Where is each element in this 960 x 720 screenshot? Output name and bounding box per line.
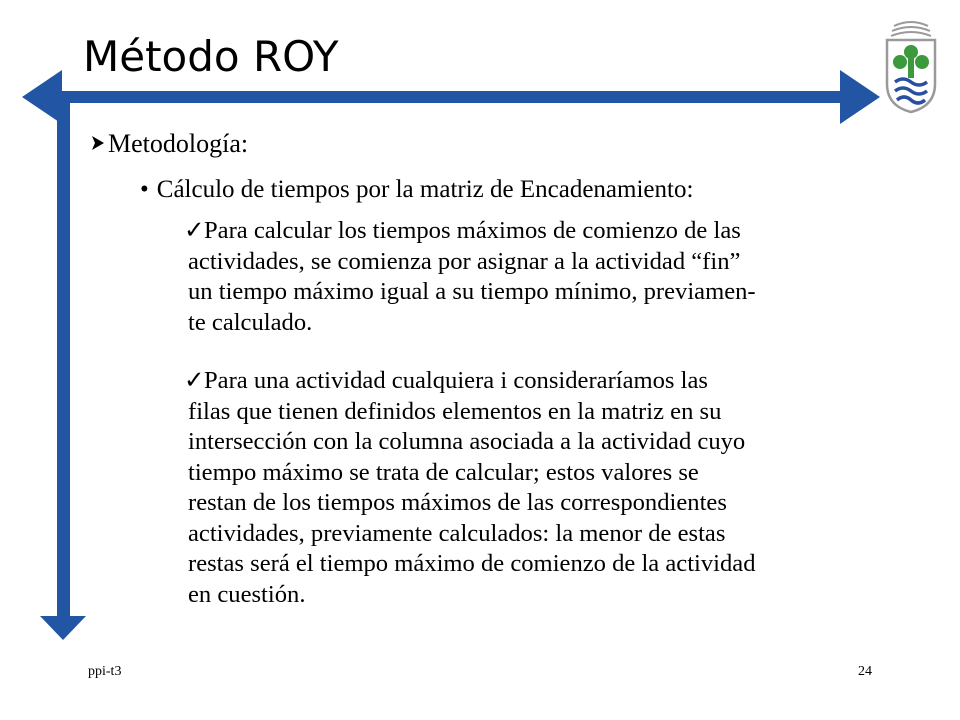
arrow-left-icon <box>22 70 62 124</box>
paragraph-2-line: restas será el tiempo máximo de comienzo de la actividad <box>188 550 756 577</box>
paragraph-2-line: intersección con la columna asociada a la actividad cuyo <box>188 428 746 455</box>
footer-label: ppi-t3 <box>88 664 122 679</box>
paragraph-2-line: actividades, previamente calculados: la menor de estas <box>188 519 726 547</box>
horizontal-bar <box>52 91 860 103</box>
paragraph-2-line: en cuestión. <box>188 580 306 608</box>
paragraph-1-line: te calculado. <box>188 308 313 336</box>
dot-bullet-icon: • <box>140 176 149 203</box>
vertical-bar <box>57 95 70 620</box>
checkmark-icon: ✓ <box>184 217 205 244</box>
paragraph-2-line: filas que tienen definidos elementos en la matriz en su <box>188 397 722 425</box>
subheading-text: Cálculo de tiempos por la matriz de Encadenamiento: <box>156 176 694 203</box>
paragraph-1 <box>184 216 930 338</box>
arrow-right-icon <box>840 70 880 124</box>
checkmark-icon: ✓ <box>184 367 205 394</box>
subheading-bullet <box>140 174 693 206</box>
arrow-bullet-icon <box>90 128 106 160</box>
arrow-down-icon <box>40 616 86 640</box>
paragraph-2-text: Para una actividad cualquiera i consideraríamos las <box>204 367 708 394</box>
slide-title: Método ROY <box>83 32 339 81</box>
logo-crown <box>891 22 931 36</box>
paragraph-1-line: actividades, se comienza por asignar a la actividad “fin” <box>188 247 741 275</box>
paragraph-2 <box>184 366 930 610</box>
paragraph-1-line <box>184 216 930 247</box>
paragraph-2-line <box>184 366 930 397</box>
page-number: 24 <box>858 664 872 679</box>
university-logo-icon <box>878 18 944 114</box>
heading-text: Metodología: <box>108 129 249 158</box>
paragraph-2-line: tiempo máximo se trata de calcular; estos valores se <box>188 458 699 486</box>
paragraph-1-line: un tiempo máximo igual a su tiempo mínimo, previamen- <box>188 278 756 305</box>
heading-bullet <box>90 128 248 160</box>
paragraph-2-line: restan de los tiempos máximos de las correspondientes <box>188 489 727 516</box>
paragraph-1-text: Para calcular los tiempos máximos de comienzo de las <box>204 217 741 244</box>
